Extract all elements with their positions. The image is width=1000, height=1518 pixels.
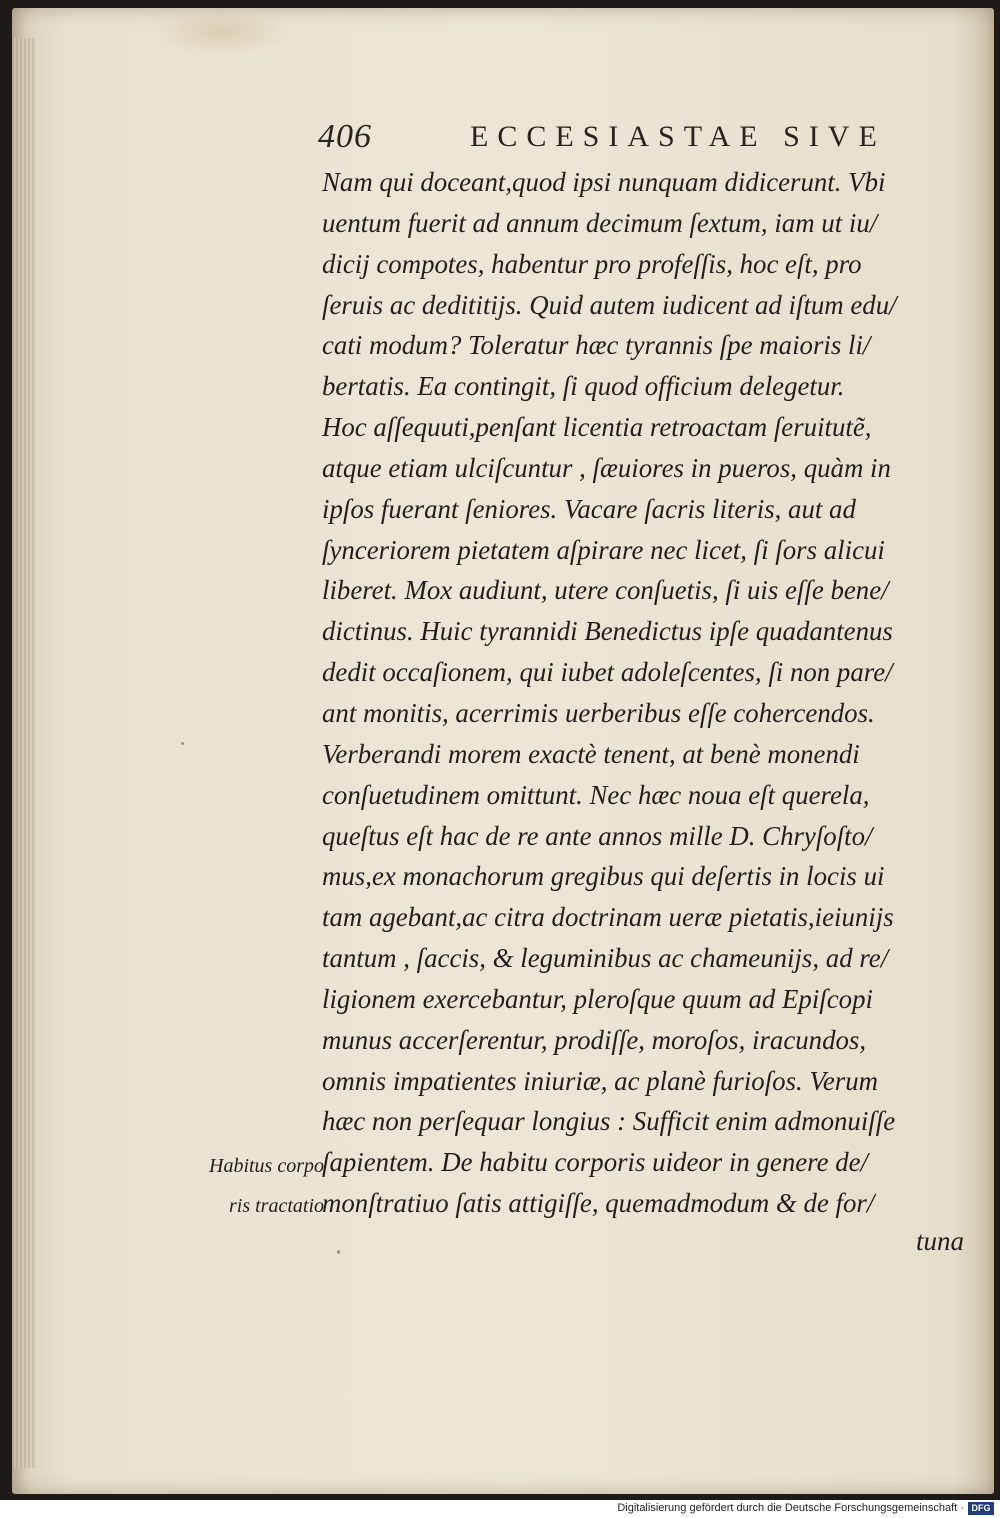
running-title: ECCESIASTAE SIVE: [470, 120, 886, 153]
text-line: uentum fuerit ad annum decimum ſextum, iam ut iu/: [322, 207, 878, 238]
text-line: ſynceriorem pietatem aſpirare nec licet, ſi ſors alicui: [322, 534, 885, 565]
footer-bar: [0, 1500, 1000, 1518]
text-line: ſapientem. De habitu corporis uideor in genere de/: [322, 1147, 868, 1178]
ink-speck: [181, 742, 184, 745]
text-line: ipſos fuerant ſeniores. Vacare ſacris literis, aut ad: [322, 493, 856, 524]
text-line: atque etiam ulciſcuntur , ſæuiores in pueros, quàm in: [322, 452, 891, 483]
text-line: mus,ex monachorum gregibus qui deſertis in locis ui: [322, 861, 885, 892]
text-line: Nam qui doceant,quod ipsi nunquam didicerunt. Vbi: [322, 167, 886, 197]
text-line: hæc non perſequar longius : Sufficit enim admonuiſſe: [322, 1106, 896, 1137]
marginal-note-line: Habitus corpo: [209, 1155, 324, 1177]
running-head: [318, 116, 958, 162]
text-line: conſuetudinem omittunt. Nec hæc noua eſt querela,: [322, 779, 870, 810]
paper-stain: [152, 8, 292, 56]
body-text-block: [322, 162, 972, 1224]
text-line: cati modum? Toleratur hæc tyrannis ſpe maioris li/: [322, 330, 871, 361]
text-line: monſtratiuo ſatis attigiſſe, quemadmodum & de for/: [322, 1188, 875, 1219]
marginal-note: [170, 1146, 324, 1226]
text-line: liberet. Mox audiunt, utere conſuetis, ſi uis eſſe bene/: [322, 575, 889, 606]
marginal-note-line: ris tractatio: [228, 1195, 324, 1217]
text-line: munus accerſerentur, prodiſſe, moroſos, iracundos,: [322, 1024, 867, 1055]
page-number: 406: [318, 118, 372, 155]
text-line: omnis impatientes iniuriæ, ac planè furioſos. Verum: [322, 1065, 879, 1096]
dfg-logo-icon: DFG: [968, 1502, 994, 1515]
text-line: dictinus. Huic tyrannidi Benedictus ipſe quadantenus: [322, 616, 893, 647]
text-line: dicij compotes, habentur pro profeſſis, hoc eſt, pro: [322, 248, 862, 279]
text-line: ant monitis, acerrimis uerberibus eſſe cohercendos.: [322, 697, 875, 728]
ink-speck: [337, 1250, 340, 1254]
page-edge-shading: [12, 38, 36, 1468]
text-line: Verberandi morem exactè tenent, at benè monendi: [322, 738, 860, 769]
text-line: dedit occaſionem, qui iubet adoleſcentes, ſi non pare/: [322, 657, 893, 688]
funding-credit: Digitalisierung gefördert durch die Deutsche Forschungsgemeinschaft ·: [617, 1502, 964, 1514]
text-line: Hoc aſſequuti,penſant licentia retroactam ſeruitutẽ,: [322, 412, 872, 443]
text-line: bertatis. Ea contingit, ſi quod officium delegetur.: [322, 371, 845, 402]
text-line: tam agebant,ac citra doctrinam ueræ pietatis,ieiunijs: [322, 902, 894, 933]
text-line: tantum , ſaccis, & leguminibus ac chameunijs, ad re/: [322, 943, 889, 974]
text-line: ſeruis ac dedititijs. Quid autem iudicent ad iſtum edu/: [322, 289, 897, 320]
text-line: ligionem exercebantur, pleroſque quum ad Epiſcopi: [322, 983, 873, 1014]
text-line: queſtus eſt hac de re ante annos mille D. Chryſoſto/: [322, 820, 873, 851]
catchword: tuna: [916, 1226, 965, 1256]
